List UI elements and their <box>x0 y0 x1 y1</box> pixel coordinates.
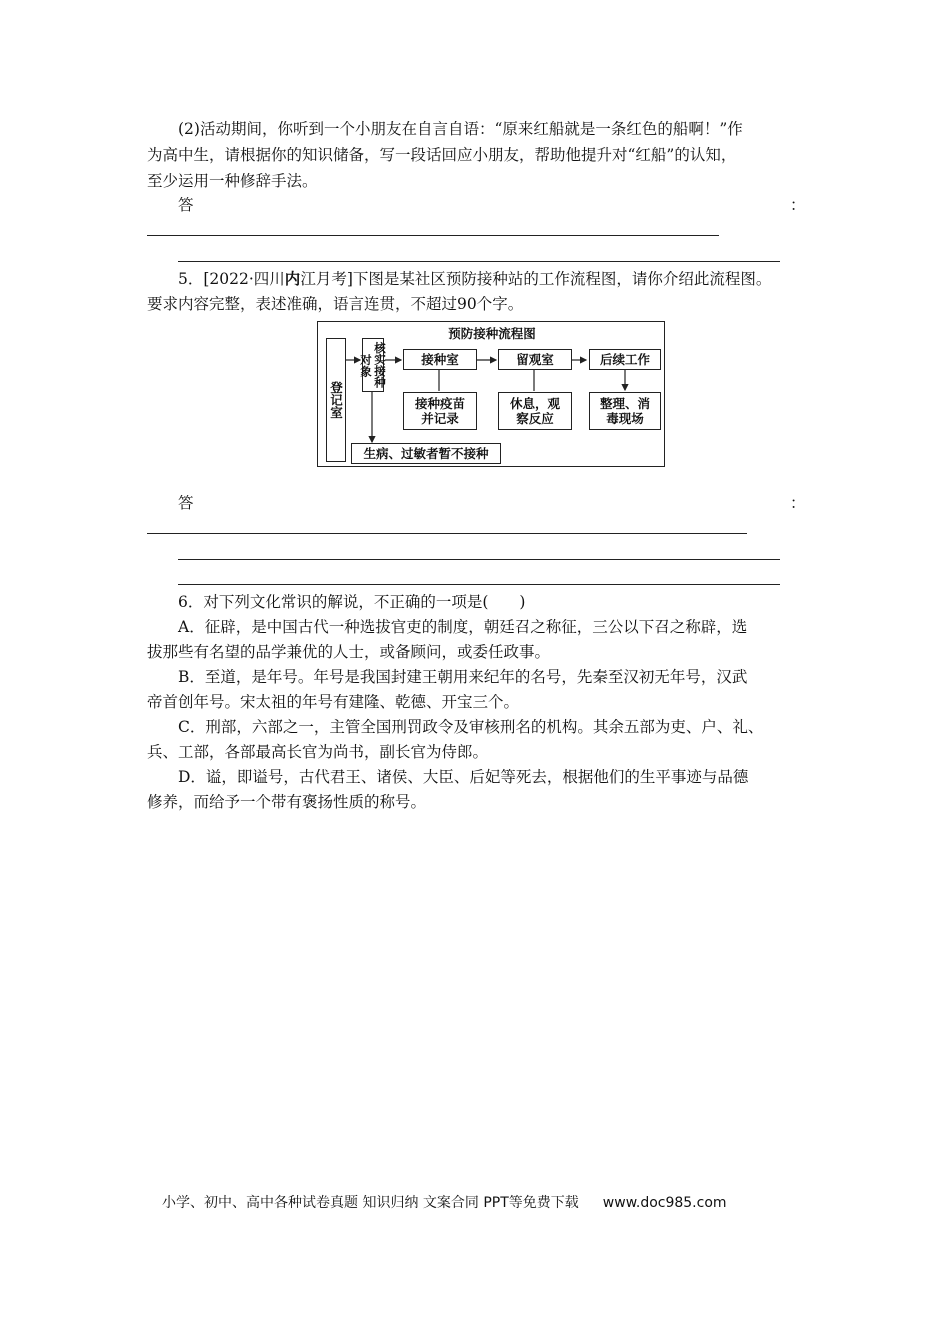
q4-2-line-2: 为高中生，请根据你的知识储备，写一段话回应小朋友，帮助他提升对“红船”的认知， <box>147 146 737 164</box>
flowchart-box-observation-detail: 休息，观察反应 <box>498 392 572 430</box>
q5-answer-line-1[interactable] <box>147 533 747 534</box>
q6-option-b-line-2: 帝首创年号。宋太祖的年号有建隆、乾德、开宝三个。 <box>147 693 520 711</box>
flowchart-box-verify: 核实接种对象 <box>362 338 384 392</box>
flowchart-box-followup-detail: 整理、消毒现场 <box>589 392 661 430</box>
q4-2-answer-label: 答 <box>178 196 194 214</box>
q4-2-answer-line-2[interactable] <box>178 261 780 262</box>
q6-stem: 6．对下列文化常识的解说，不正确的一项是( ) <box>178 593 526 611</box>
q5-answer-line-2[interactable] <box>178 559 780 560</box>
footer-url[interactable]: www.doc985.com <box>602 1195 727 1211</box>
q4-2-line-3: 至少运用一种修辞手法。 <box>147 172 318 190</box>
q5-line-1-rest: 下图是某社区预防接种站的工作流程图，请你介绍此流程图。 <box>352 270 772 288</box>
q6-option-d-line-2: 修养，而给予一个带有褒扬性质的称号。 <box>147 793 427 811</box>
flowchart-box-followup: 后续工作 <box>589 349 661 370</box>
footer-text: 小学、初中、高中各种试卷真题 知识归纳 文案合同 PPT等免费下载 <box>162 1195 579 1211</box>
q6-option-a-line-2: 拔那些有名望的品学兼优的人士，或备顾问，或委任政事。 <box>147 643 551 661</box>
vaccination-flowchart <box>317 321 665 467</box>
q5-source-open: [2022·四川 <box>203 270 285 288</box>
q4-2-answer-line-1[interactable] <box>147 235 719 236</box>
q4-2-line-1: (2)活动期间，你听到一个小朋友在自言自语：“原来红船就是一条红色的船啊！”作 <box>178 120 743 138</box>
q5-answer-colon: ： <box>790 494 806 512</box>
q5-line-2: 要求内容完整，表述准确，语言连贯，不超过90个字。 <box>147 295 524 313</box>
q6-option-c-line-2: 兵、工部，各部最高长官为尚书，副长官为侍郎。 <box>147 743 489 761</box>
q5-number: 5． <box>178 270 204 288</box>
q5-source-close: 江月考] <box>300 270 353 288</box>
q6-option-b-line-1: B．至道，是年号。年号是我国封建王朝用来纪年的名号，先秦至汉初无年号，汉武 <box>178 668 748 686</box>
flowchart-title: 预防接种流程图 <box>448 326 536 341</box>
q5-line-1 <box>178 268 771 290</box>
q4-2-answer-colon: ： <box>790 196 806 214</box>
flowchart-box-exclusion: 生病、过敏者暂不接种 <box>351 443 501 464</box>
page-footer <box>162 1192 727 1212</box>
q5-answer-label: 答 <box>178 494 194 512</box>
q5-answer-line-3[interactable] <box>178 584 780 585</box>
flowchart-box-observation-room: 留观室 <box>498 349 572 370</box>
q6-option-a-line-1: A．征辟，是中国古代一种选拔官吏的制度，朝廷召之称征，三公以下召之称辟，选 <box>178 618 748 636</box>
flowchart-box-vaccination-room: 接种室 <box>403 349 477 370</box>
q6-option-c-line-1: C．刑部，六部之一，主管全国刑罚政令及审核刑名的机构。其余五部为吏、户、礼、 <box>178 718 764 736</box>
q5-source-bold: 内 <box>284 269 301 288</box>
flowchart-box-vaccination-detail: 接种疫苗并记录 <box>403 392 477 430</box>
q6-option-d-line-1: D．谥，即谥号，古代君王、诸侯、大臣、后妃等死去，根据他们的生平事迹与品德 <box>178 768 749 786</box>
flowchart-box-registration: 登记室 <box>326 338 346 462</box>
